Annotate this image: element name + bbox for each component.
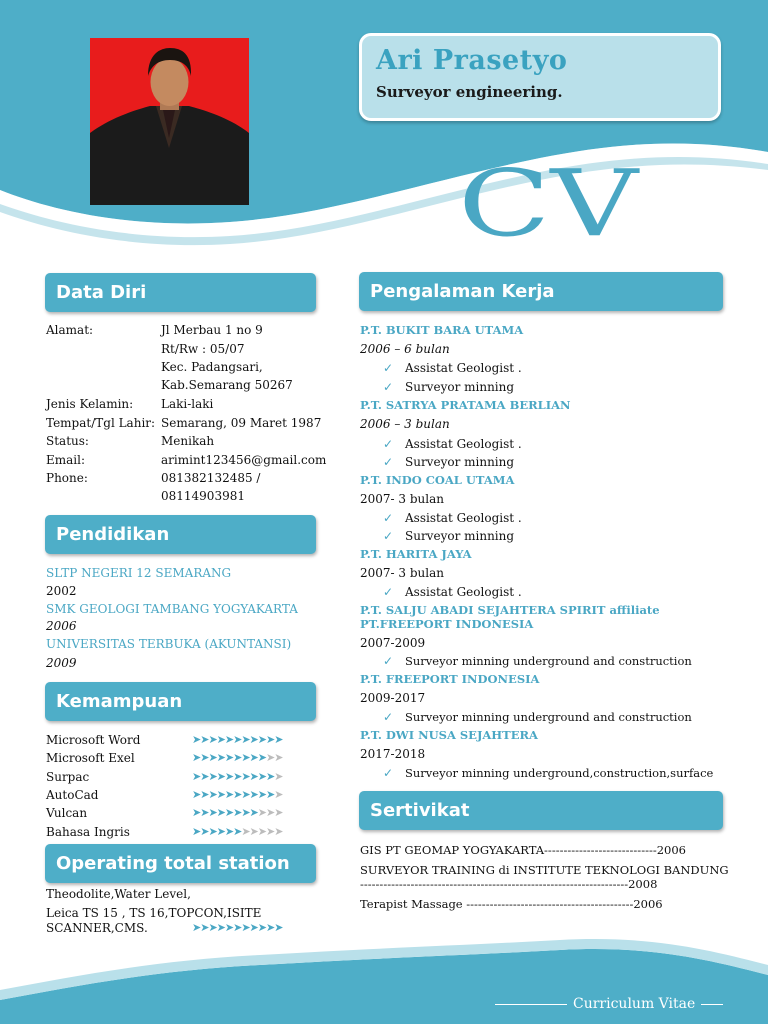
operating-line: Theodolite,Water Level,: [46, 887, 191, 901]
data-label: Email:: [46, 453, 86, 467]
data-label: Tempat/Tgl Lahir:: [46, 416, 156, 430]
rating-arrow-icon: ➤: [265, 733, 275, 746]
section-sertivikat: Sertivikat: [359, 791, 723, 830]
certificate-line: SURVEYOR TRAINING di INSTITUTE TEKNOLOGI BANDUNG: [360, 863, 729, 877]
rating-arrow-icon: ➤: [265, 921, 275, 934]
check-icon: ✓: [383, 585, 394, 599]
job-duty: Assistat Geologist .: [405, 585, 522, 599]
skill-rating: [192, 751, 282, 764]
job-duty: Assistat Geologist .: [405, 437, 522, 451]
job-period: 2009-2017: [360, 691, 426, 705]
footer-rule-left: [495, 1004, 567, 1005]
company-name: P.T. BUKIT BARA UTAMA: [360, 323, 524, 337]
profile-photo: [90, 38, 249, 205]
rating-arrow-icon: ➤: [224, 921, 234, 934]
data-value: Rt/Rw : 05/07: [161, 342, 245, 356]
company-name: P.T. SALJU ABADI SEJAHTERA SPIRIT affiliate: [360, 603, 660, 617]
skill-name: Microsoft Exel: [46, 751, 135, 765]
section-data-diri: Data Diri: [45, 273, 316, 312]
data-label: Phone:: [46, 471, 88, 485]
check-icon: ✓: [383, 529, 394, 543]
data-value: Kab.Semarang 50267: [161, 378, 293, 392]
rating-arrow-icon: ➤: [241, 921, 250, 934]
rating-arrow-icon: ➤: [216, 733, 225, 746]
job-duty: Surveyor minning: [405, 380, 515, 394]
skill-rating: [192, 825, 282, 838]
rating-arrow-icon: ➤: [257, 806, 266, 819]
footer-rule-right: [701, 1004, 723, 1005]
person-name: Ari Prasetyo: [376, 45, 568, 76]
rating-arrow-icon: ➤: [265, 788, 275, 801]
job-duty: Surveyor minning: [405, 455, 515, 469]
rating-arrow-icon: ➤: [224, 751, 234, 764]
rating-arrow-icon: ➤: [274, 825, 283, 838]
job-period: 2007- 3 bulan: [360, 566, 444, 580]
data-value: 08114903981: [161, 489, 245, 503]
data-value: arimint123456@gmail.com: [161, 453, 327, 467]
name-card: [359, 33, 721, 121]
rating-arrow-icon: ➤: [274, 921, 283, 934]
certificate-line: ---------------------------------------------------------------------2008: [360, 877, 658, 891]
check-icon: ✓: [383, 437, 394, 451]
data-value: Jl Merbau 1 no 9: [161, 323, 263, 337]
operating-rating: [192, 921, 282, 934]
rating-arrow-icon: ➤: [241, 770, 250, 783]
data-value: Kec. Padangsari,: [161, 360, 263, 374]
rating-arrow-icon: ➤: [265, 770, 275, 783]
job-duty: Surveyor minning: [405, 529, 515, 543]
skill-name: Surpac: [46, 770, 90, 784]
school-name: SLTP NEGERI 12 SEMARANG: [46, 566, 232, 580]
check-icon: ✓: [383, 766, 394, 780]
cv-logo-text: CV: [458, 160, 638, 255]
skill-name: Vulcan: [46, 806, 88, 820]
rating-arrow-icon: ➤: [257, 788, 266, 801]
skill-rating: [192, 806, 282, 819]
rating-arrow-icon: ➤: [200, 770, 209, 783]
cv-logo: [458, 160, 708, 255]
rating-arrow-icon: ➤: [200, 733, 209, 746]
rating-arrow-icon: ➤: [233, 788, 242, 801]
check-icon: ✓: [383, 380, 394, 394]
rating-arrow-icon: ➤: [233, 733, 242, 746]
rating-arrow-icon: ➤: [200, 921, 209, 934]
rating-arrow-icon: ➤: [200, 806, 209, 819]
job-period: 2007-2009: [360, 636, 426, 650]
job-duty: Surveyor minning underground and construction: [405, 710, 692, 724]
data-label: Jenis Kelamin:: [46, 397, 134, 411]
rating-arrow-icon: ➤: [249, 733, 258, 746]
rating-arrow-icon: ➤: [233, 806, 242, 819]
rating-arrow-icon: ➤: [208, 788, 217, 801]
operating-line: SCANNER,CMS.: [46, 921, 148, 935]
certificate-line: GIS PT GEOMAP YOGYAKARTA-----------------------------2006: [360, 843, 687, 857]
rating-arrow-icon: ➤: [216, 921, 225, 934]
rating-arrow-icon: ➤: [233, 770, 242, 783]
rating-arrow-icon: ➤: [241, 733, 250, 746]
check-icon: ✓: [383, 511, 394, 525]
rating-arrow-icon: ➤: [265, 825, 275, 838]
school-year: 2009: [46, 656, 77, 670]
section-pengalaman: Pengalaman Kerja: [359, 272, 723, 311]
footer-label: [495, 996, 723, 1012]
school-name: SMK GEOLOGI TAMBANG YOGYAKARTA: [46, 602, 298, 616]
rating-arrow-icon: ➤: [192, 921, 201, 934]
rating-arrow-icon: ➤: [257, 770, 266, 783]
school-name: UNIVERSITAS TERBUKA (AKUNTANSI): [46, 637, 292, 651]
data-value: Semarang, 09 Maret 1987: [161, 416, 322, 430]
skill-name: Microsoft Word: [46, 733, 141, 747]
company-name: P.T. INDO COAL UTAMA: [360, 473, 515, 487]
footer-text: Curriculum Vitae: [573, 996, 696, 1012]
rating-arrow-icon: ➤: [224, 788, 234, 801]
job-duty: Surveyor minning underground and construction: [405, 654, 692, 668]
rating-arrow-icon: ➤: [233, 825, 242, 838]
rating-arrow-icon: ➤: [274, 733, 283, 746]
rating-arrow-icon: ➤: [192, 825, 201, 838]
rating-arrow-icon: ➤: [249, 825, 258, 838]
rating-arrow-icon: ➤: [200, 751, 209, 764]
skill-rating: [192, 733, 282, 746]
company-name: P.T. DWI NUSA SEJAHTERA: [360, 728, 538, 742]
rating-arrow-icon: ➤: [224, 825, 234, 838]
job-period: 2006 – 3 bulan: [360, 417, 450, 431]
rating-arrow-icon: ➤: [241, 788, 250, 801]
rating-arrow-icon: ➤: [216, 825, 225, 838]
rating-arrow-icon: ➤: [208, 751, 217, 764]
rating-arrow-icon: ➤: [208, 825, 217, 838]
data-label: Status:: [46, 434, 89, 448]
skill-name: AutoCad: [46, 788, 99, 802]
rating-arrow-icon: ➤: [233, 921, 242, 934]
job-duty: Surveyor minning underground,construction,surface: [405, 766, 714, 780]
rating-arrow-icon: ➤: [265, 806, 275, 819]
data-label: Alamat:: [46, 323, 94, 337]
skill-rating: [192, 770, 282, 783]
rating-arrow-icon: ➤: [200, 788, 209, 801]
data-value: Laki-laki: [161, 397, 214, 411]
rating-arrow-icon: ➤: [192, 733, 201, 746]
rating-arrow-icon: ➤: [216, 806, 225, 819]
rating-arrow-icon: ➤: [257, 751, 266, 764]
rating-arrow-icon: ➤: [192, 788, 201, 801]
person-role: Surveyor engineering.: [376, 83, 563, 101]
section-operating: Operating total station: [45, 844, 316, 883]
check-icon: ✓: [383, 654, 394, 668]
skill-name: Bahasa Ingris: [46, 825, 130, 839]
job-period: 2006 – 6 bulan: [360, 342, 450, 356]
rating-arrow-icon: ➤: [208, 770, 217, 783]
job-period: 2007- 3 bulan: [360, 492, 444, 506]
rating-arrow-icon: ➤: [274, 788, 283, 801]
section-kemampuan: Kemampuan: [45, 682, 316, 721]
job-period: 2017-2018: [360, 747, 426, 761]
section-pendidikan: Pendidikan: [45, 515, 316, 554]
rating-arrow-icon: ➤: [249, 788, 258, 801]
rating-arrow-icon: ➤: [241, 806, 250, 819]
rating-arrow-icon: ➤: [249, 751, 258, 764]
rating-arrow-icon: ➤: [208, 806, 217, 819]
rating-arrow-icon: ➤: [224, 770, 234, 783]
rating-arrow-icon: ➤: [216, 788, 225, 801]
operating-line: Leica TS 15 , TS 16,TOPCON,ISITE: [46, 906, 262, 920]
check-icon: ✓: [383, 361, 394, 375]
rating-arrow-icon: ➤: [257, 921, 266, 934]
check-icon: ✓: [383, 455, 394, 469]
person-silhouette-icon: [90, 38, 249, 205]
data-value: 081382132485 /: [161, 471, 261, 485]
rating-arrow-icon: ➤: [249, 806, 258, 819]
company-name: P.T. SATRYA PRATAMA BERLIAN: [360, 398, 571, 412]
rating-arrow-icon: ➤: [192, 770, 201, 783]
rating-arrow-icon: ➤: [192, 806, 201, 819]
rating-arrow-icon: ➤: [224, 806, 234, 819]
certificate-line: Terapist Massage -------------------------------------------2006: [360, 897, 663, 911]
school-year: 2006: [46, 619, 77, 633]
rating-arrow-icon: ➤: [208, 921, 217, 934]
rating-arrow-icon: ➤: [233, 751, 242, 764]
rating-arrow-icon: ➤: [224, 733, 234, 746]
rating-arrow-icon: ➤: [216, 770, 225, 783]
rating-arrow-icon: ➤: [192, 751, 201, 764]
rating-arrow-icon: ➤: [249, 921, 258, 934]
check-icon: ✓: [383, 710, 394, 724]
skill-rating: [192, 788, 282, 801]
school-year: 2002: [46, 584, 77, 598]
company-name-line2: PT.FREEPORT INDONESIA: [360, 617, 534, 631]
data-value: Menikah: [161, 434, 215, 448]
rating-arrow-icon: ➤: [241, 825, 250, 838]
rating-arrow-icon: ➤: [274, 751, 283, 764]
rating-arrow-icon: ➤: [208, 733, 217, 746]
rating-arrow-icon: ➤: [265, 751, 275, 764]
rating-arrow-icon: ➤: [216, 751, 225, 764]
rating-arrow-icon: ➤: [241, 751, 250, 764]
rating-arrow-icon: ➤: [274, 770, 283, 783]
rating-arrow-icon: ➤: [274, 806, 283, 819]
rating-arrow-icon: ➤: [249, 770, 258, 783]
rating-arrow-icon: ➤: [257, 825, 266, 838]
company-name: P.T. HARITA JAYA: [360, 547, 472, 561]
rating-arrow-icon: ➤: [200, 825, 209, 838]
job-duty: Assistat Geologist .: [405, 511, 522, 525]
company-name: P.T. FREEPORT INDONESIA: [360, 672, 540, 686]
job-duty: Assistat Geologist .: [405, 361, 522, 375]
rating-arrow-icon: ➤: [257, 733, 266, 746]
